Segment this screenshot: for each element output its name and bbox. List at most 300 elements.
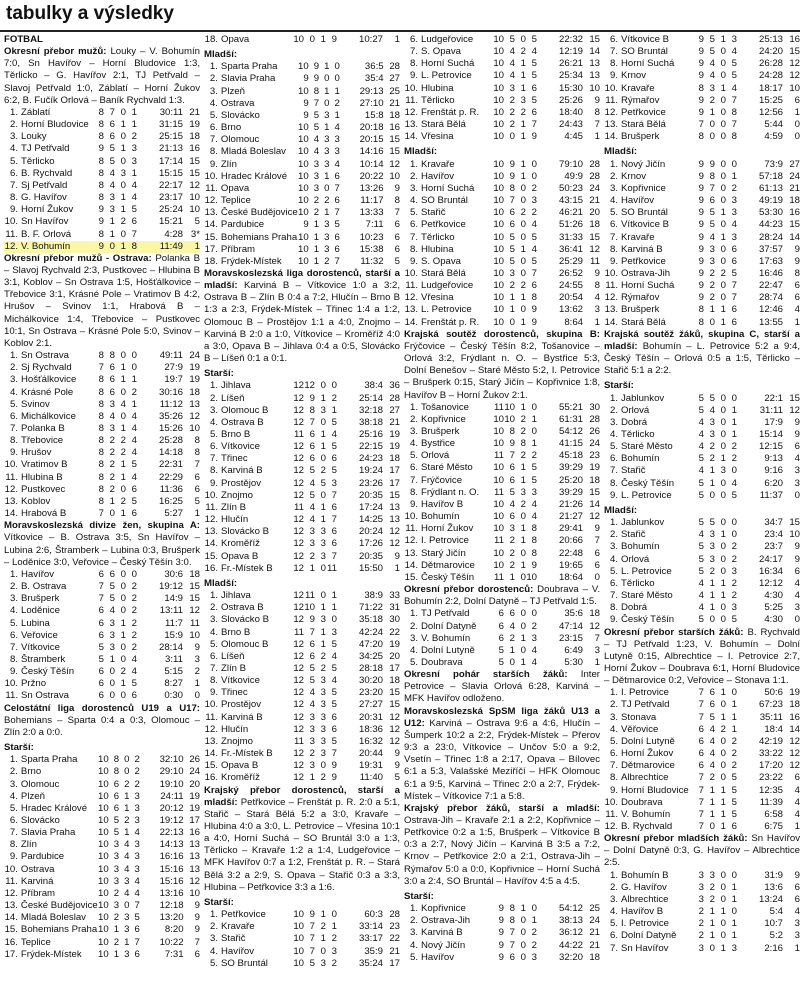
table-row [4,605,200,617]
table-cell: 10 [98,863,109,875]
table-cell: 23:26 [358,477,383,489]
table-cell: 2. [609,881,618,893]
table-cell: 61:31 [558,413,583,425]
table-cell: 0 [720,416,726,428]
table-cell: 11:7 [165,617,183,629]
table-cell: 10 [493,219,504,231]
table-row [204,687,400,699]
table-cell: 1 [709,918,715,930]
table-cell: 10 [493,498,504,510]
table-row [4,399,200,411]
table-cell: 3 [731,195,737,207]
table-cell: 4 [331,675,337,687]
table-cell: G. Havířov [621,881,667,893]
table-cell: 12 [293,760,304,772]
table-cell: 9 [309,614,315,626]
table-cell: 17:26 [358,538,383,550]
table-row [4,459,200,471]
table-cell: 25 [389,85,400,97]
table-cell: Kravaře [221,921,255,933]
table-cell: 4 [794,784,800,796]
table-cell: 28:24 [758,231,783,243]
table-cell: 7 [98,593,104,605]
table-cell: 5 [309,675,315,687]
table-cell: 10. [204,699,218,711]
table-cell: 2 [509,559,515,571]
table-cell: 12 [293,675,304,687]
table-row [404,256,600,268]
table-cell: 7 [698,808,704,820]
table-cell: 3 [320,748,326,760]
table-cell: 7 [731,280,737,292]
table-cell: 4. [9,605,18,617]
table-cell: 6 [794,772,800,784]
table-cell: 10 [493,438,504,450]
table-cell: 1 [320,441,326,453]
table-cell: 8 [113,754,120,766]
table-row [604,943,800,955]
table-cell: 6 [98,605,104,617]
table-cell: 4 [698,441,704,453]
table-cell: 10 [493,119,504,131]
table-cell: 3 [731,34,737,45]
table-cell: 13:11 [159,605,183,617]
table-cell: V. Bohumín [21,241,93,253]
table-cell: 6 [109,131,115,143]
table-cell: 7 [698,711,704,723]
table-cell: 4. [409,438,418,450]
table-cell: 1 [324,85,330,97]
table-cell: 3 [509,267,515,279]
table-cell: 19 [189,374,200,386]
table-cell: 10 [98,912,109,924]
table-cell: 0 [720,772,726,784]
table-row [404,657,600,669]
table-cell: 22 [389,933,400,945]
table-cell: 0 [720,602,726,614]
table-cell: 15:16 [159,875,184,887]
table-cell: 10 [493,426,504,437]
subsection-heading: Mladší: [604,504,638,516]
table-cell: 15:21 [158,216,183,228]
table-cell: 1 [115,241,126,253]
table-cell: 12 [389,735,400,747]
table-cell: Třinec [221,687,248,699]
table-cell: 15 [389,134,400,146]
table-cell: Vítkovice B [621,34,669,45]
table-cell: 4 [331,429,337,440]
table-cell: Slavia Praha [220,73,276,85]
table-cell: 2 [113,887,120,899]
table-cell: 42:19 [758,735,783,747]
table-cell: 15 [389,687,400,699]
table-cell: 0 [720,893,726,905]
table-cell: 8. [9,192,18,204]
table-cell: 21 [389,97,400,109]
table-cell: Karviná B [221,711,263,723]
table-cell: 21 [189,106,200,118]
table-cell: 5 [731,784,737,796]
table-row [4,472,200,484]
table-cell: 7:11 [365,219,384,231]
table-cell: 19 [189,119,200,131]
table-cell: 2. [609,529,618,541]
table-cell: 3 [324,243,330,255]
table-cell: 2 [709,292,715,304]
table-cell: 21 [589,927,600,939]
table-cell: Polanka B [21,423,65,434]
table-cell: 3 [124,875,130,887]
table-cell: 0 [720,441,726,453]
table-row [4,839,200,851]
table-cell: 8:64 [564,316,583,328]
table-cell: 9 [303,73,309,85]
table-cell: 4 [731,46,737,58]
table-cell: Ludgeřovice [421,280,474,292]
table-cell: 12 [293,699,304,711]
competition-name: Okresní přebor mužů - Ostrava: [4,252,152,264]
table-cell: 6. [9,815,18,826]
table-row [4,937,200,949]
table-cell: 9 [498,915,504,927]
table-cell: 24:20 [758,46,783,58]
table-cell: 4 [509,498,515,510]
table-cell: Bohemians Praha [220,231,298,243]
table-cell: 0 [334,73,340,85]
table-row [4,618,200,630]
table-cell: 8 [98,350,104,362]
table-cell: 31:11 [759,404,783,416]
table-cell: 2 [709,280,715,292]
table-cell: 13. [4,900,18,912]
table-cell: 10. [404,511,418,523]
table-cell: 10 [493,559,504,571]
table-cell: 13. [404,304,418,316]
table-cell: 3 [320,550,326,562]
table-cell: 1 [520,70,526,82]
table-row [404,608,600,620]
table-cell: 2 [509,535,515,547]
table-cell: 9 [698,267,704,279]
table-cell: 1 [720,711,726,723]
table-cell: 54:12 [558,903,583,915]
table-cell: 54:12 [558,426,583,437]
table-cell: 6 [731,304,737,316]
table-cell: 1 [709,906,715,918]
table-cell: 19 [189,790,200,802]
table-cell: 0 [109,678,115,690]
table-cell: SO Bruntál [621,207,668,219]
table-cell: 3 [134,863,140,875]
table-cell: 6 [531,82,537,94]
table-cell: 8 [794,267,800,279]
table-cell: 25:28 [158,435,183,447]
competition-name: Celostátní liga dorostenců U19 a U17: [4,702,200,714]
table-cell: 1 [520,58,526,70]
table-cell: 31 [389,602,400,614]
table-cell: 6 [509,608,515,620]
table-cell: 13:6 [764,881,783,893]
table-cell: 11. [405,523,418,535]
table-cell: 0 [520,304,526,316]
table-cell: 12 [389,526,400,538]
table-cell: Věřovice [621,723,659,735]
table-cell: 8 [98,459,104,471]
table-cell: Kopřivnice [421,903,466,915]
table-cell: 1 [120,362,126,374]
table-cell: 20:54 [558,292,583,304]
table-cell: 1 [324,170,330,182]
table-cell: 1 [520,523,526,535]
table-cell: 15:16 [159,863,184,875]
table-cell: 22:17 [158,179,183,191]
table-cell: 9 [194,900,200,912]
table-cell: 27 [389,404,400,416]
results-paragraph [4,46,200,107]
table-cell: 44:22 [558,939,583,951]
table-cell: 1 [394,562,400,574]
table-cell: 8 [109,350,115,362]
table-cell: 4 [131,471,137,483]
table-cell: 8. [609,602,618,614]
table-cell: Příbram [20,887,56,899]
table-cell: 12 [789,735,800,747]
table-cell: 7 [698,784,704,796]
table-cell: 6 [98,568,104,580]
table-row [604,566,800,578]
table-cell: 12 [293,687,304,699]
table-cell: 8 [309,404,315,416]
table-cell: Stonava [621,711,657,723]
table-cell: 2 [709,565,715,577]
table-cell: Petřkovice [621,255,666,267]
table-cell: 26:21 [558,58,583,70]
table-cell: 9. [209,687,218,699]
table-row [204,514,400,526]
table-cell: Jablunkov [621,517,665,529]
table-cell: 0 [531,170,537,182]
table-cell: 10 [493,523,504,535]
table-cell: Dolní Lutyně [621,735,675,747]
table-cell: 3 [320,723,326,735]
table-row [404,171,600,183]
table-cell: 1 [120,629,126,641]
table-row [404,450,600,462]
table-row [604,244,800,256]
table-cell: 21 [389,416,400,428]
table-cell: 3 [709,869,715,881]
table-cell: 1 [120,617,126,629]
table-cell: 5 [509,34,515,45]
table-cell: 23:4 [764,529,783,541]
table-cell: 13 [189,398,200,410]
table-cell: 10 [589,82,600,94]
table-cell: 2 [120,435,126,447]
table-cell: 4 [594,292,600,304]
table-cell: 1 [131,167,137,179]
table-cell: 5. [209,109,218,121]
table-cell: 36:12 [558,927,583,939]
table-cell: 1 [109,495,115,507]
table-cell: S. Opava [421,46,461,58]
table-cell: 44:23 [758,219,783,231]
table-row [204,724,400,736]
table-row [604,195,800,207]
table-cell: 3 [794,602,800,614]
table-cell: 26 [189,754,200,766]
table-cell: Petřkovice [421,219,466,231]
table-cell: 7. [609,760,618,772]
table-cell: 8 [98,131,104,143]
table-cell: 22:32 [558,34,583,45]
table-cell: Ludgeřovice [421,34,474,45]
table-cell: 1 [320,34,326,45]
table-cell: 1 [320,602,326,614]
table-cell: 6. [209,122,218,134]
table-cell: Líšeň [221,392,245,404]
table-row [604,119,800,131]
table-cell: Slovácko [220,109,260,121]
page-header [0,0,800,32]
table-cell: 1 [320,429,326,440]
table-cell: 14:13 [159,839,184,851]
table-cell: 10 [98,936,109,948]
table-row-highlighted [4,241,200,253]
table-cell: 0 [104,241,115,253]
table-cell: 3 [309,735,315,747]
table-cell: 5 [194,216,200,228]
table-cell: 8 [509,903,515,915]
table-cell: 0 [120,228,126,240]
table-cell: 4:59 [764,131,783,143]
table-cell: 8 [698,304,704,316]
table-row [404,95,600,107]
table-cell: 2 [731,577,737,589]
table-cell: 1. [409,903,418,915]
table-cell: 38:13 [558,915,583,927]
results-paragraph [404,669,600,705]
table-cell: 7 [134,900,140,912]
table-cell: 7 [331,489,337,501]
table-cell: 5 [731,808,737,820]
standings-table [604,687,800,833]
table-cell: 6 [131,690,137,702]
table-cell: 10 [293,933,304,945]
table-cell: Louky [21,131,47,143]
table-cell: 16:16 [159,851,184,863]
table-cell: Zlín [20,839,37,851]
table-cell: 2 [698,918,704,930]
table-row [4,374,200,386]
table-row [4,779,200,791]
table-row [4,900,200,912]
table-cell: 11 [494,450,504,462]
table-cell: 1 [320,909,326,921]
table-cell: 14. [4,912,18,924]
table-cell: 0 [720,748,726,760]
table-cell: 10 [298,243,309,255]
table-cell: 4 [794,304,800,316]
table-cell: 10 [389,170,400,182]
table-cell: 1 [520,170,526,182]
table-cell: Slovácko B [221,526,269,538]
table-cell: 4 [709,748,715,760]
table-cell: 2 [531,620,537,632]
table-cell: Lubina [21,617,50,629]
table-cell: 0 [520,620,526,632]
table-cell: 6 [594,547,600,559]
table-cell: 5 [331,465,337,477]
table-cell: 5 [731,772,737,784]
table-cell: 3 [134,815,140,826]
table-cell: 5 [531,231,537,243]
table-cell: Koblov [21,495,51,507]
table-cell: 5. [209,638,218,650]
match-results: Polanka B – Slavoj Rychvald 2:3, Pustkovec – Hlubina B 3:1, Koblov – Sn Ostrava 1:5, Hošťálkovice – Třebovice 3:1, Krásné Pole – Vratimov B 4:2, Hrušov – Svinov 1:1, Hrabová B – Michálkovice 1:4, Třebovice – Pustkovec 10:1, Sn Ostrava – Krásné Pole 5:0, Svinov – Koblov 2:1. [4,252,201,349]
table-cell: 1 [520,401,526,413]
table-cell: 9 [698,182,704,194]
table-cell: 26:52 [558,267,583,279]
table-cell: 2 [131,629,137,641]
table-row [204,699,400,711]
table-cell: 16 [789,207,800,219]
table-cell: 6 [113,778,120,790]
table-cell: 0 [331,909,337,921]
table-cell: 5 [731,267,737,279]
table-cell: 13:24 [758,893,783,905]
table-cell: 12 [389,158,400,170]
table-cell: 5. [9,802,18,814]
table-cell: 4. [409,644,418,656]
table-cell: 10 [189,629,200,641]
table-cell: 5 [731,489,737,501]
table-cell: 4 [794,796,800,808]
table-cell: 9 [309,909,315,921]
table-cell: 1 [120,508,126,520]
table-cell: 0 [794,119,800,131]
table-cell: 1 [120,143,126,155]
table-cell: 11:39 [759,796,783,808]
table-cell: Opava [220,182,250,194]
table-cell: Albrechtice [621,893,669,905]
table-cell: 0 [120,593,126,605]
table-cell: 9 [698,280,704,292]
table-cell: 10 [493,82,504,94]
match-results: Inter Petrovice – Slavia Orlová 6:28, Karviná – MFK Havířov odloženo. [404,669,600,705]
table-cell: 12. [4,887,18,899]
table-cell: 10 [189,204,200,216]
table-cell: 0 [720,735,726,747]
table-row [204,146,400,158]
table-cell: 43:15 [558,195,583,207]
table-cell: 8 [98,374,104,386]
competition-name: Okresní přebor starších žáků: [604,626,744,638]
table-row [404,535,600,547]
table-cell: 0 [309,34,315,45]
table-row [604,736,800,748]
table-cell: 9:16 [764,465,783,477]
table-cell: 3 [320,711,326,723]
table-cell: 2 [331,957,337,969]
table-cell: 9 [709,158,715,170]
table-cell: 12 [293,453,304,465]
table-cell: 6 [309,441,315,453]
table-cell: 0 [120,410,126,422]
table-cell: 7 [334,182,340,194]
table-cell: Havířov [421,170,455,182]
table-cell: 13 [189,863,200,875]
table-row [604,797,800,809]
